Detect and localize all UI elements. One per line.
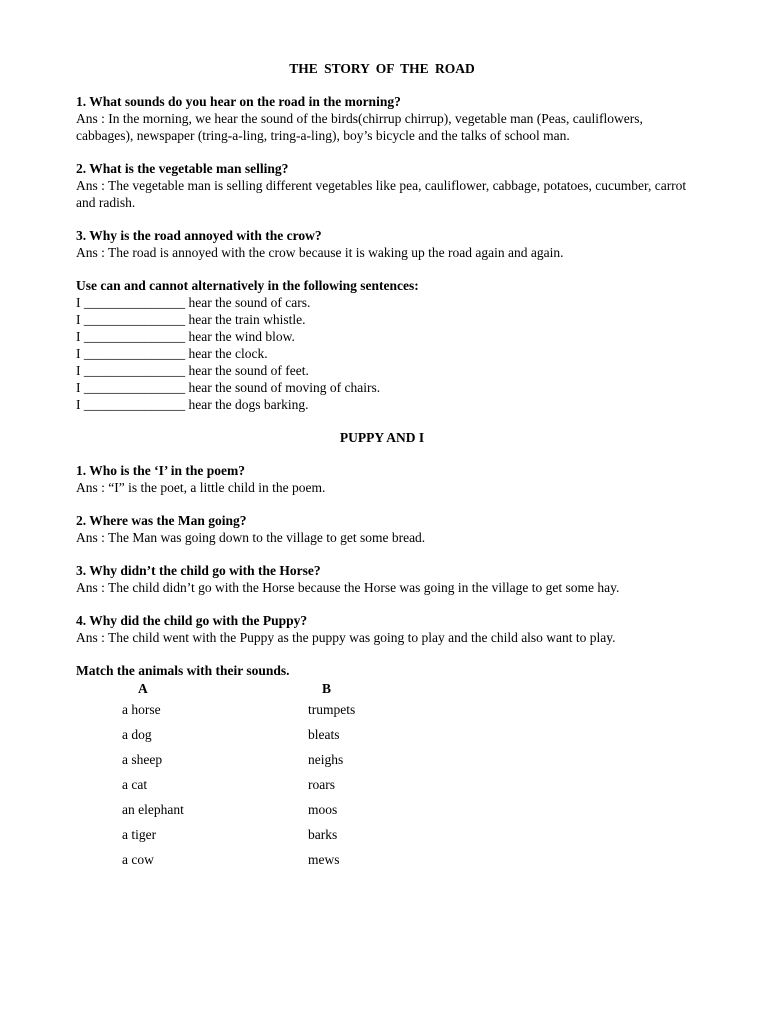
fill-in-exercise — [76, 277, 688, 413]
answer: Ans : In the morning, we hear the sound of the birds(chirrup chirrup), vegetable man (Peas, cauliflowers, cabbages), newspaper (tring-a-ling, tring-a-ling), boy’s bicycle and the talks of school man. — [76, 111, 643, 143]
fill-line: I _______________ hear the sound of moving of chairs. — [76, 380, 381, 395]
animal-cell: an elephant — [122, 802, 184, 817]
qa-block — [76, 462, 688, 496]
sound-cell: mews — [308, 852, 340, 867]
fill-line: I _______________ hear the sound of cars. — [76, 295, 311, 310]
fill-line: I _______________ hear the train whistle. — [76, 312, 306, 327]
question: 2. Where was the Man going? — [76, 513, 247, 528]
fill-line: I _______________ hear the sound of feet. — [76, 363, 309, 378]
document-page — [76, 60, 688, 872]
qa-block — [76, 562, 688, 596]
question: 1. What sounds do you hear on the road in the morning? — [76, 94, 401, 109]
match-row — [76, 822, 355, 847]
sound-cell: neighs — [308, 752, 344, 767]
qa-block — [76, 227, 688, 261]
match-exercise — [76, 662, 688, 872]
question: 3. Why is the road annoyed with the crow? — [76, 228, 322, 243]
section-title: PUPPY AND I — [339, 430, 425, 445]
match-heading: Match the animals with their sounds. — [76, 663, 290, 678]
fill-line: I _______________ hear the dogs barking. — [76, 397, 309, 412]
animal-cell: a cow — [122, 852, 154, 867]
question: 3. Why didn’t the child go with the Horse? — [76, 563, 321, 578]
sound-cell: moos — [308, 802, 338, 817]
match-row — [76, 772, 355, 797]
answer: Ans : The Man was going down to the village to get some bread. — [76, 530, 426, 545]
exercise-heading: Use can and cannot alternatively in the following sentences: — [76, 278, 419, 293]
sound-cell: roars — [308, 777, 335, 792]
answer: Ans : The vegetable man is selling different vegetables like pea, cauliflower, cabbage, potatoes, cucumber, carrot and radish. — [76, 178, 687, 210]
match-row — [76, 747, 355, 772]
animal-cell: a tiger — [122, 827, 157, 842]
answer: Ans : “I” is the poet, a little child in the poem. — [76, 480, 326, 495]
animal-cell: a dog — [122, 727, 152, 742]
animal-cell: a horse — [122, 702, 161, 717]
qa-block — [76, 93, 688, 144]
qa-block — [76, 512, 688, 546]
answer: Ans : The child went with the Puppy as the puppy was going to play and the child also want to play. — [76, 630, 616, 645]
sound-cell: trumpets — [308, 702, 356, 717]
qa-block — [76, 612, 688, 646]
match-row — [76, 797, 355, 822]
answer: Ans : The road is annoyed with the crow because it is waking up the road again and again. — [76, 245, 564, 260]
animal-cell: a cat — [122, 777, 148, 792]
animal-cell: a sheep — [122, 752, 163, 767]
sound-cell: bleats — [308, 727, 340, 742]
question: 1. Who is the ‘I’ in the poem? — [76, 463, 246, 478]
sound-cell: barks — [308, 827, 338, 842]
page-title: THE STORY OF THE ROAD — [289, 61, 475, 76]
column-b-header: B — [322, 680, 332, 696]
match-header-row — [76, 679, 355, 697]
answer: Ans : The child didn’t go with the Horse because the Horse was going in the village to get some hay. — [76, 580, 620, 595]
question: 2. What is the vegetable man selling? — [76, 161, 289, 176]
column-a-header: A — [138, 680, 148, 696]
match-table — [76, 679, 355, 872]
match-row — [76, 847, 355, 872]
question: 4. Why did the child go with the Puppy? — [76, 613, 308, 628]
fill-line: I _______________ hear the wind blow. — [76, 329, 295, 344]
match-row — [76, 697, 355, 722]
match-row — [76, 722, 355, 747]
fill-line: I _______________ hear the clock. — [76, 346, 268, 361]
qa-block — [76, 160, 688, 211]
